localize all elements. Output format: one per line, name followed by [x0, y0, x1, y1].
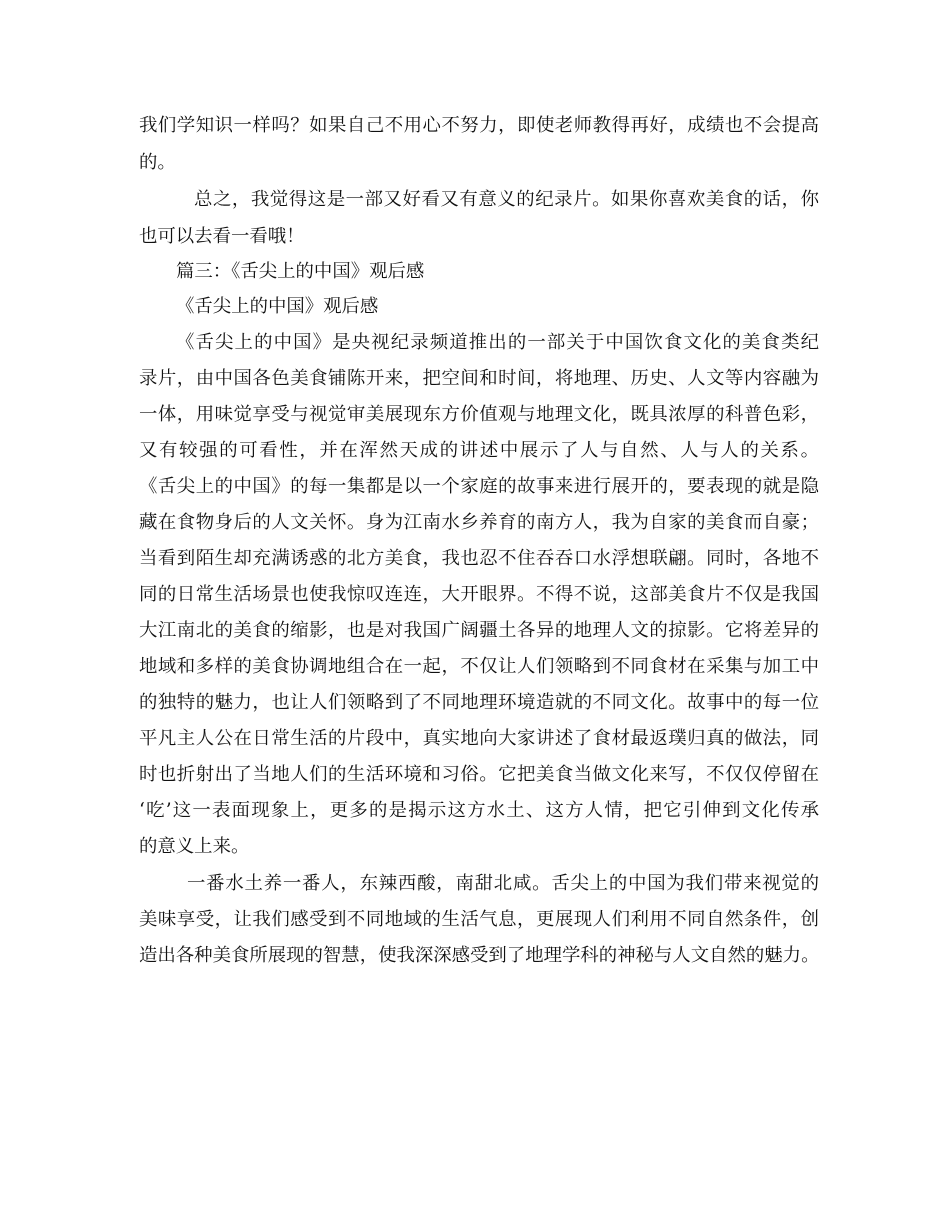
paragraph-line: 总之，我觉得这是一部又好看又有意义的纪录片。如果你喜欢美食的话，你: [194, 189, 819, 210]
paragraph-line: 的独特的魅力，也让人们领略到了不同地理环境造就的不同文化。故事中的每一位: [139, 692, 819, 713]
article-title: 《舌尖上的中国》观后感: [176, 296, 379, 317]
paragraph-line: 我们学知识一样吗？如果自己不用心不努力，即使老师教得再好，成绩也不会提高: [139, 115, 819, 136]
paragraph-line: 时也折射出了当地人们的生活环境和习俗。它把美食当做文化来写，不仅仅停留在: [139, 764, 819, 785]
paragraph-line: 《舌尖上的中国》的每一集都是以一个家庭的故事来进行展开的，要表现的就是隐: [139, 476, 819, 497]
paragraph-line: 藏在食物身后的人文关怀。身为江南水乡养育的南方人，我为自家的美食而自豪；: [139, 512, 819, 533]
paragraph-line: 一番水土养一番人，东辣西酸，南甜北咸。舌尖上的中国为我们带来视觉的: [187, 873, 819, 894]
paragraph-line: 同的日常生活场景也使我惊叹连连，大开眼界。不得不说，这部美食片不仅是我国: [139, 584, 819, 605]
paragraph-line: 平凡主人公在日常生活的片段中，真实地向大家讲述了食材最返璞归真的做法，同: [139, 728, 819, 749]
paragraph-line: 造出各种美食所展现的智慧，使我深深感受到了地理学科的神秘与人文自然的魅力。: [139, 945, 819, 966]
paragraph-line: 当看到陌生却充满诱惑的北方美食，我也忍不住吞吞口水浮想联翩。同时，各地不: [139, 548, 819, 569]
paragraph-line: 的意义上来。: [139, 836, 250, 857]
paragraph-line: ‘吃’这一表面现象上，更多的是揭示这方水土、这方人情，把它引伸到文化传承: [139, 800, 819, 821]
paragraph-line: 录片，由中国各色美食铺陈开来，把空间和时间，将地理、历史、人文等内容融为: [139, 368, 819, 389]
paragraph-line: 大江南北的美食的缩影，也是对我国广阔疆土各异的地理人文的掠影。它将差异的: [139, 620, 819, 641]
paragraph-line: 又有较强的可看性，并在浑然天成的讲述中展示了人与自然、人与人的关系。: [139, 440, 819, 461]
paragraph-line: 《舌尖上的中国》是央视纪录频道推出的一部关于中国饮食文化的美食类纪: [176, 332, 819, 353]
paragraph-line: 美味享受，让我们感受到不同地域的生活气息，更展现人们利用不同自然条件，创: [139, 909, 819, 930]
paragraph-line: 一体，用味觉享受与视觉审美展现东方价值观与地理文化，既具浓厚的科普色彩，: [139, 404, 819, 425]
paragraph-line: 的。: [139, 152, 176, 173]
section-heading: 篇三：《舌尖上的中国》观后感: [176, 261, 425, 282]
paragraph-line: 地域和多样的美食协调地组合在一起，不仅让人们领略到不同食材在采集与加工中: [139, 656, 819, 677]
paragraph-line: 也可以去看一看哦！: [139, 226, 305, 247]
